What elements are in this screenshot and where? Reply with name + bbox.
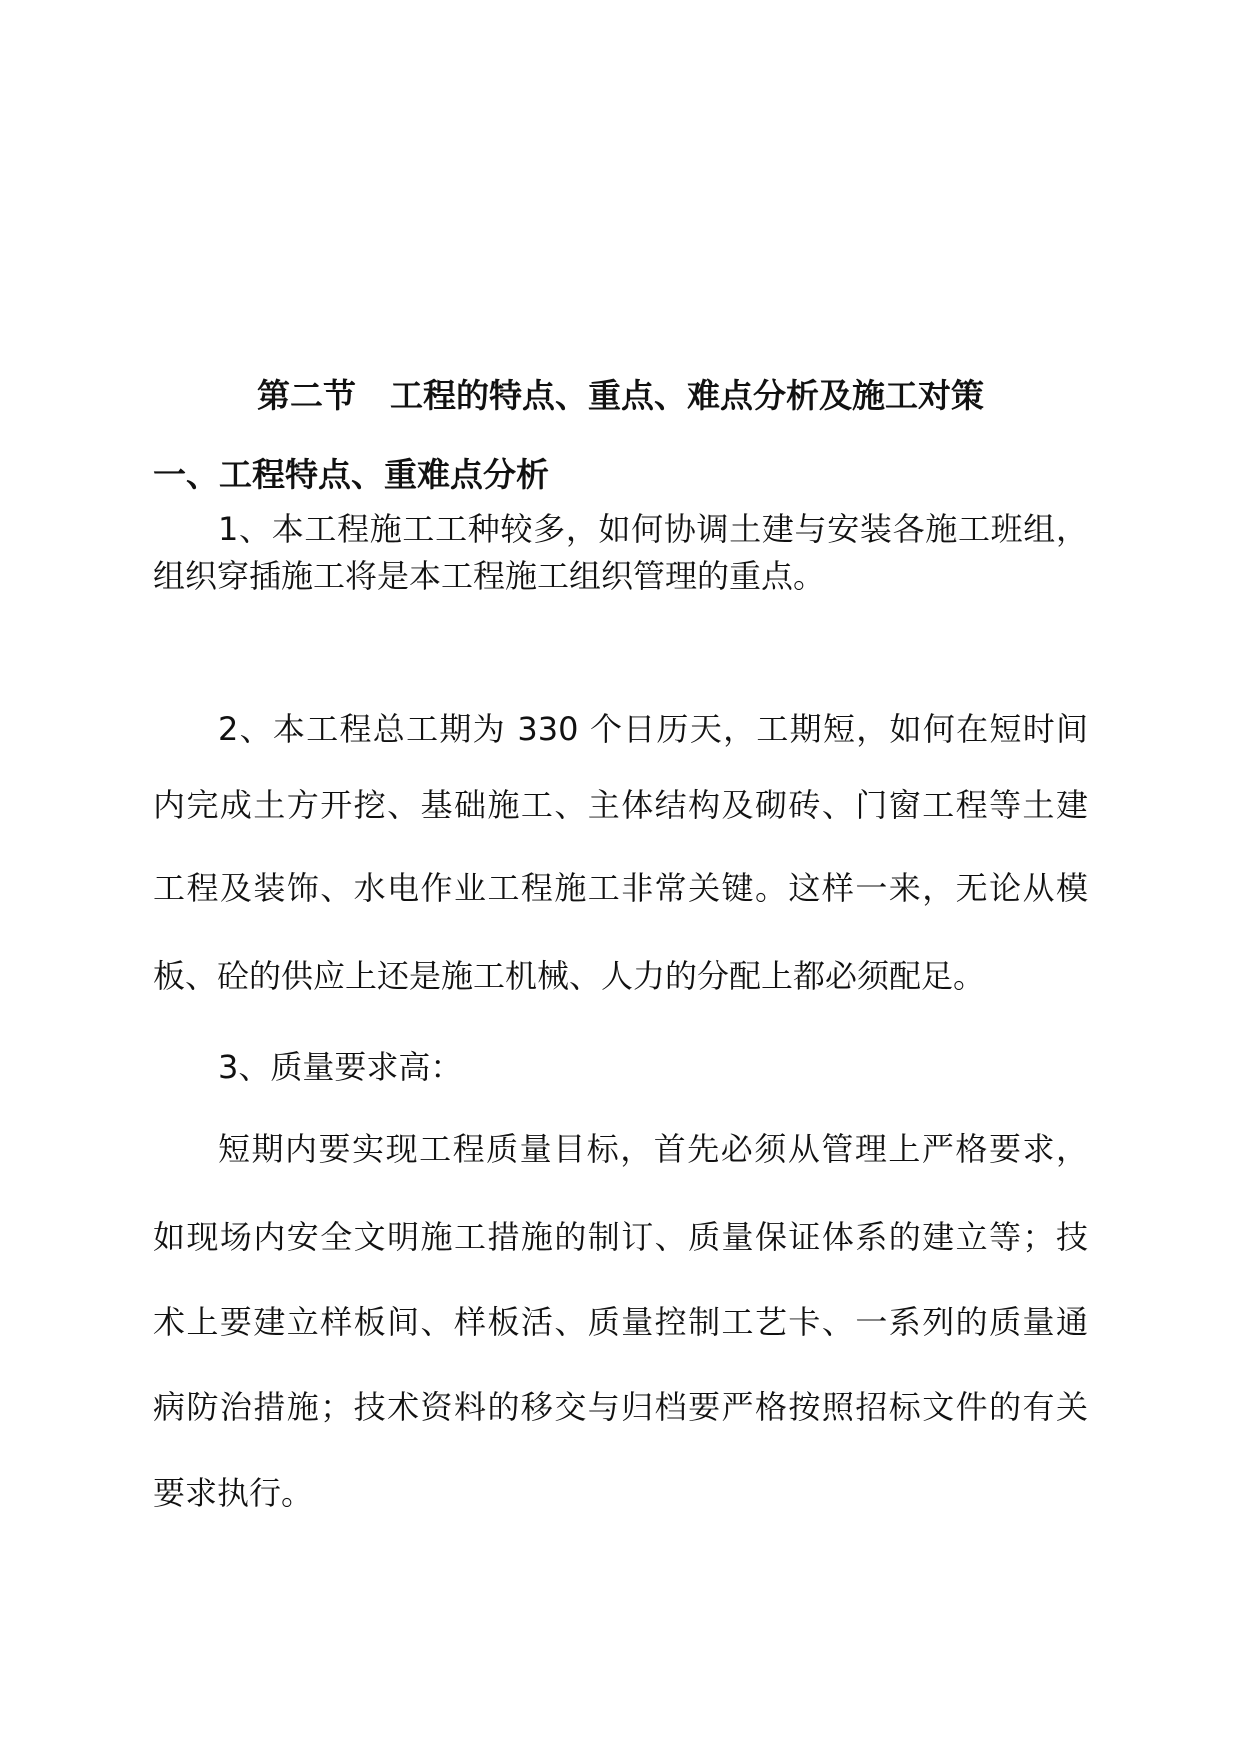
paragraph-2-line-3: 工程及装饰、水电作业工程施工非常关键。这样一来，无论从模 — [153, 869, 1088, 907]
paragraph-4-line-4: 病防治措施；技术资料的移交与归档要严格按照招标文件的有关 — [153, 1388, 1088, 1426]
paragraph-3-line-1: 3、质量要求高： — [218, 1048, 463, 1086]
paragraph-4-line-5: 要求执行。 — [153, 1474, 314, 1512]
section-number: 第二节 — [257, 376, 356, 415]
subheading: 一、工程特点、重难点分析 — [153, 455, 549, 494]
section-title-text: 工程的特点、重点、难点分析及施工对策 — [390, 376, 984, 415]
paragraph-4-line-3: 术上要建立样板间、样板活、质量控制工艺卡、一系列的质量通 — [153, 1303, 1088, 1341]
paragraph-4-line-1: 短期内要实现工程质量目标，首先必须从管理上严格要求， — [218, 1130, 1088, 1168]
paragraph-1-line-2: 组织穿插施工将是本工程施工组织管理的重点。 — [153, 557, 826, 595]
paragraph-2-line-1: 2、本工程总工期为 330 个日历天，工期短，如何在短时间 — [218, 710, 1088, 748]
paragraph-2-line-4: 板、砼的供应上还是施工机械、人力的分配上都必须配足。 — [153, 957, 986, 995]
paragraph-1-line-1: 1、本工程施工工种较多，如何协调土建与安装各施工班组， — [218, 510, 1088, 548]
paragraph-2-line-2: 内完成土方开挖、基础施工、主体结构及砌砖、门窗工程等土建 — [153, 786, 1088, 824]
paragraph-4-line-2: 如现场内安全文明施工措施的制订、质量保证体系的建立等；技 — [153, 1218, 1088, 1256]
section-title — [0, 372, 1241, 420]
